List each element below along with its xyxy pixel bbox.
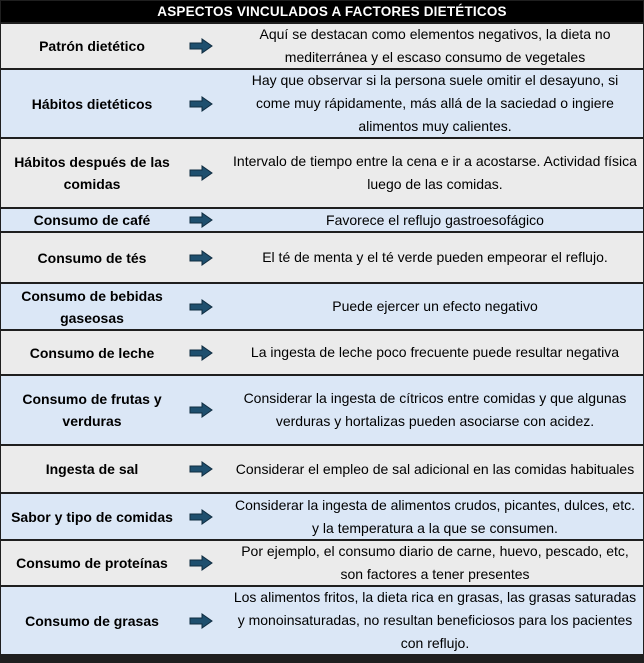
table-row: [1, 444, 643, 492]
right-arrow-icon: [183, 587, 219, 654]
row-label: Consumo de café: [33, 212, 151, 228]
table-row: [1, 68, 643, 137]
row-description: Por ejemplo, el consumo diario de carne, huevo, pescado, etc, son factores a tener presentes: [241, 543, 629, 582]
row-label: Hábitos después de las comidas: [14, 154, 170, 192]
row-description: El té de menta y el té verde pueden empeorar el reflujo.: [262, 249, 608, 265]
row-label: Consumo de proteínas: [16, 555, 168, 571]
table-row: [1, 22, 643, 68]
table-row: [1, 585, 643, 654]
row-label: Consumo de frutas y verduras: [22, 391, 162, 429]
right-arrow-icon: [183, 541, 219, 585]
row-description: Intervalo de tiempo entre la cena e ir a acostarse. Actividad física luego de las comidas.: [233, 153, 637, 192]
right-arrow-icon: [183, 494, 219, 539]
right-arrow-icon: [183, 284, 219, 329]
right-arrow-icon: [183, 331, 219, 374]
table-row: [1, 137, 643, 207]
row-label: Hábitos dietéticos: [31, 95, 153, 112]
right-arrow-icon: [183, 209, 219, 231]
row-description: Los alimentos fritos, la dieta rica en grasas, las grasas saturadas y monoinsaturadas, no resultan beneficiosos para los pacientes con reflujo.: [233, 589, 637, 651]
right-arrow-icon: [183, 376, 219, 444]
row-label: Consumo de grasas: [25, 612, 159, 629]
row-label: Consumo de leche: [29, 344, 155, 361]
row-description: Favorece el reflujo gastroesofágico: [326, 211, 544, 228]
right-arrow-icon: [183, 446, 219, 492]
row-description: Puede ejercer un efecto negativo: [332, 298, 538, 314]
right-arrow-icon: [183, 70, 219, 137]
right-arrow-icon: [183, 139, 219, 207]
table-row: [1, 492, 643, 539]
table-row: [1, 231, 643, 282]
table-title: ASPECTOS VINCULADOS A FACTORES DIETÉTICOS: [1, 1, 643, 22]
table-row: [1, 207, 643, 231]
right-arrow-icon: [183, 24, 219, 68]
row-description: Considerar el empleo de sal adicional en las comidas habituales: [235, 460, 635, 477]
row-label: Ingesta de sal: [45, 461, 139, 477]
row-description: Considerar la ingesta de cítricos entre comidas y que algunas verduras y hortalizas pueden asociarse con acidez.: [243, 390, 627, 429]
row-description: Considerar la ingesta de alimentos crudos, picantes, dulces, etc. y la temperatura a la que se consumen.: [235, 496, 635, 536]
row-description: Hay que observar si la persona suele omitir el desayuno, si come muy rápidamente, más allá de la saciedad o ingiere alimentos muy calientes.: [251, 72, 619, 134]
row-description: Aquí se destacan como elementos negativos, la dieta no mediterránea y el escaso consumo de vegetales: [259, 26, 611, 65]
table-row: [1, 282, 643, 329]
row-label: Consumo de bebidas gaseosas: [21, 287, 163, 326]
row-label: Sabor y tipo de comidas: [11, 508, 173, 525]
table-row: [1, 539, 643, 585]
table-row: [1, 329, 643, 374]
row-label: Patrón dietético: [39, 38, 145, 54]
row-description: La ingesta de leche poco frecuente puede resultar negativa: [250, 344, 620, 360]
table-row: [1, 374, 643, 444]
right-arrow-icon: [183, 233, 219, 282]
row-label: Consumo de tés: [37, 249, 147, 266]
table-body: [1, 22, 643, 654]
